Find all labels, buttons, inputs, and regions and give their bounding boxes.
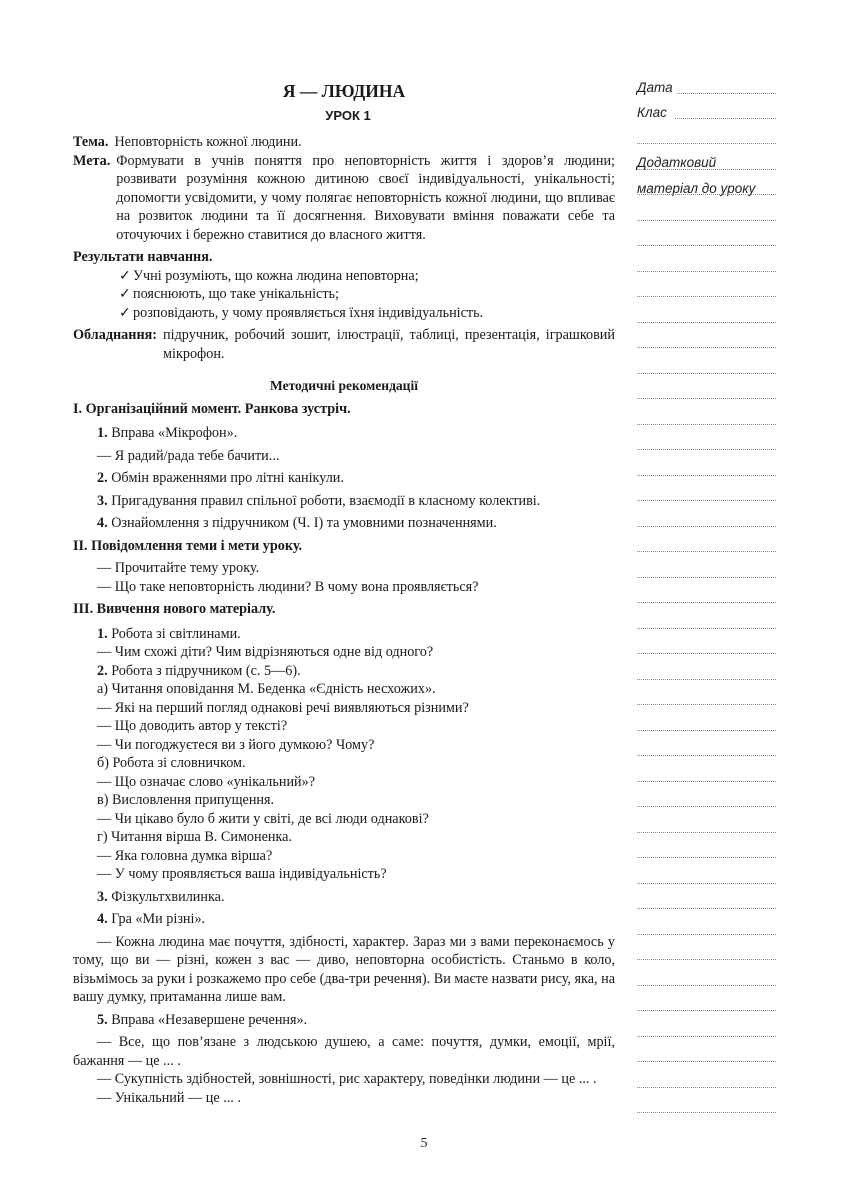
date-label: Дата: [637, 80, 673, 95]
result-text: пояснюють, що таке унікальність;: [133, 286, 339, 302]
checkmark-icon: ✓: [119, 304, 131, 321]
item-text: Обмін враженнями про літні канікули.: [111, 470, 344, 486]
sub-item: б) Робота зі словничком.: [97, 755, 246, 771]
item-number: 2.: [97, 470, 108, 486]
lesson-content: [73, 78, 615, 1107]
item-text: Робота зі світлинами.: [111, 625, 241, 642]
note-line: [637, 577, 776, 578]
note-line: [637, 296, 776, 297]
item-text: Пригадування правил спільної роботи, взаємодії в класному колективі.: [111, 492, 541, 509]
note-line: [637, 169, 776, 170]
item-text: Вправа «Незавершене речення».: [111, 1011, 308, 1028]
list-item: [73, 424, 615, 443]
note-line: [675, 118, 776, 119]
item-number: 1.: [97, 625, 108, 642]
class-label: Клас: [637, 105, 667, 120]
note-line: [637, 730, 776, 731]
note-line: [637, 424, 776, 425]
item-number: 4.: [97, 515, 108, 531]
note-line: [677, 93, 776, 94]
equipment-row: [73, 326, 615, 363]
note-line: [637, 347, 776, 348]
list-item: [73, 514, 615, 533]
topic-text: Неповторність кожної людини.: [114, 134, 302, 150]
equipment-label: Обладнання:: [73, 327, 158, 343]
goal-row: [73, 152, 615, 245]
note-line: [637, 1061, 776, 1062]
sub-item: в) Висловлення припущення.: [97, 792, 275, 808]
topic-row: [73, 133, 615, 152]
note-line: [637, 934, 776, 935]
item-text: Фізкультхвилинка.: [111, 888, 225, 905]
results-heading: Результати навчання.: [73, 249, 213, 265]
item-number: 2.: [97, 662, 108, 679]
result-item: [73, 304, 615, 323]
note-line: [637, 781, 776, 782]
note-line: [637, 1010, 776, 1011]
item-text: Вправа «Мікрофон».: [111, 425, 238, 441]
notes-margin: [637, 0, 776, 1200]
page-title: Я — ЛЮДИНА: [282, 81, 406, 101]
note-line: [637, 322, 776, 323]
list-item: [73, 469, 615, 488]
note-line: [637, 271, 776, 272]
item-number: 3.: [97, 492, 108, 509]
result-item: [73, 285, 615, 304]
section-2-heading: II. Повідомлення теми і мети уроку.: [73, 537, 303, 554]
note-line: [637, 985, 776, 986]
extra-material-label: Додатковий: [637, 155, 717, 170]
dialogue-line: — Які на перший погляд однакові речі виявляються різними?: [97, 699, 469, 716]
note-line: [637, 908, 776, 909]
result-item: [73, 267, 615, 286]
note-line: [637, 1087, 776, 1088]
sub-item: а) Читання оповідання М. Беденка «Єдність несхожих».: [97, 681, 436, 697]
list-item: [73, 910, 615, 929]
note-line: [637, 475, 776, 476]
note-line: [637, 602, 776, 603]
list-item: [73, 625, 615, 644]
note-line: [637, 143, 776, 144]
note-line: [637, 1036, 776, 1037]
item-text: Робота з підручником (с. 5—6).: [111, 662, 301, 679]
note-line: [637, 857, 776, 858]
item-number: 4.: [97, 911, 108, 927]
note-line: [637, 806, 776, 807]
note-line: [637, 245, 776, 246]
note-line: [637, 755, 776, 756]
goal-label: Мета.: [73, 152, 111, 169]
list-item: [73, 662, 615, 681]
dialogue-line: — Чи погоджуєтеся ви з його думкою? Чому?: [97, 736, 375, 753]
result-text: розповідають, у чому проявляється їхня індивідуальність.: [133, 304, 484, 321]
note-line: [637, 959, 776, 960]
dialogue-line: — Що таке неповторність людини? В чому вона проявляється?: [97, 578, 479, 595]
item-number: 5.: [97, 1011, 108, 1028]
note-line: [637, 883, 776, 884]
dialogue-line: — У чому проявляється ваша індивідуальність?: [97, 866, 387, 882]
list-item: [73, 492, 615, 511]
goal-text: Формувати в учнів поняття про неповторність життя і здоров’я людини; розвивати розуміння кожною дитиною своєї індивідуальності, унікальності; допомогти усвідомити, у чому полягає неповторність кожної людини, що впливає на розвиток людини та її досягнення. Виховувати вміння поважати себе та оточуючих і бережно ставитися до власного життя.: [116, 152, 615, 243]
note-line: [637, 373, 776, 374]
topic-label: Тема.: [73, 134, 109, 150]
note-line: [637, 628, 776, 629]
list-item: [73, 1011, 615, 1030]
dialogue-line: — Що означає слово «унікальний»?: [97, 773, 316, 790]
dialogue-line: — Яка головна думка вірша?: [97, 847, 273, 864]
note-line: [637, 1112, 776, 1113]
paragraph: — Сукупність здібностей, зовнішності, рис характеру, поведінки людини — це ... .: [97, 1071, 597, 1087]
item-number: 3.: [97, 888, 108, 905]
item-text: Ознайомлення з підручником (Ч. І) та умовними позначеннями.: [111, 515, 497, 531]
dialogue-line: — Чим схожі діти? Чим відрізняються одне від одного?: [97, 644, 434, 660]
page-number: 5: [420, 1136, 428, 1151]
equipment-text: підручник, робочий зошит, ілюстрації, таблиці, презентація, іграшковий мікрофон.: [163, 327, 615, 362]
note-line: [637, 449, 776, 450]
note-line: [637, 704, 776, 705]
result-text: Учні розуміють, що кожна людина неповторна;: [133, 267, 419, 284]
list-item: [73, 888, 615, 907]
paragraph: — Все, що пов’язане з людською душею, а саме: почуття, думки, емоції, мрії, бажання — це ... .: [73, 1034, 615, 1069]
sub-item: г) Читання вірша В. Симоненка.: [97, 829, 293, 845]
item-text: Гра «Ми різні».: [111, 911, 206, 927]
note-line: [637, 500, 776, 501]
note-line: [637, 220, 776, 221]
note-line: [637, 194, 776, 195]
paragraph: — Кожна людина має почуття, здібності, характер. Зараз ми з вами переконаємось у тому, що ви — різні, кожен з вас — диво, неповторна особистість. Станьмо в коло, візьмімось за руки і розкажемо про себе (два-три речення). Ви маєте назвати рису, яка, на вашу думку, притаманна лише вам.: [73, 933, 615, 1005]
note-line: [637, 551, 776, 552]
note-line: [637, 653, 776, 654]
checkmark-icon: ✓: [119, 286, 131, 302]
note-line: [637, 398, 776, 399]
method-heading: Методичні рекомендації: [270, 378, 418, 393]
dialogue-line: — Я радий/рада тебе бачити...: [97, 447, 280, 464]
dialogue-line: — Що доводить автор у тексті?: [97, 718, 288, 734]
lesson-number: УРОК 1: [325, 108, 371, 123]
note-line: [637, 832, 776, 833]
note-line: [637, 526, 776, 527]
checkmark-icon: ✓: [119, 267, 131, 284]
note-line: [637, 679, 776, 680]
dialogue-line: — Прочитайте тему уроку.: [97, 560, 260, 576]
section-3-heading: III. Вивчення нового матеріалу.: [73, 601, 276, 617]
section-1-heading: I. Організаційний момент. Ранкова зустріч.: [73, 400, 351, 417]
item-number: 1.: [97, 425, 108, 441]
extra-material-label: матеріал до уроку: [637, 181, 756, 196]
dialogue-line: — Унікальний — це ... .: [97, 1089, 241, 1106]
dialogue-line: — Чи цікаво було б жити у світі, де всі люди однакові?: [97, 810, 429, 827]
